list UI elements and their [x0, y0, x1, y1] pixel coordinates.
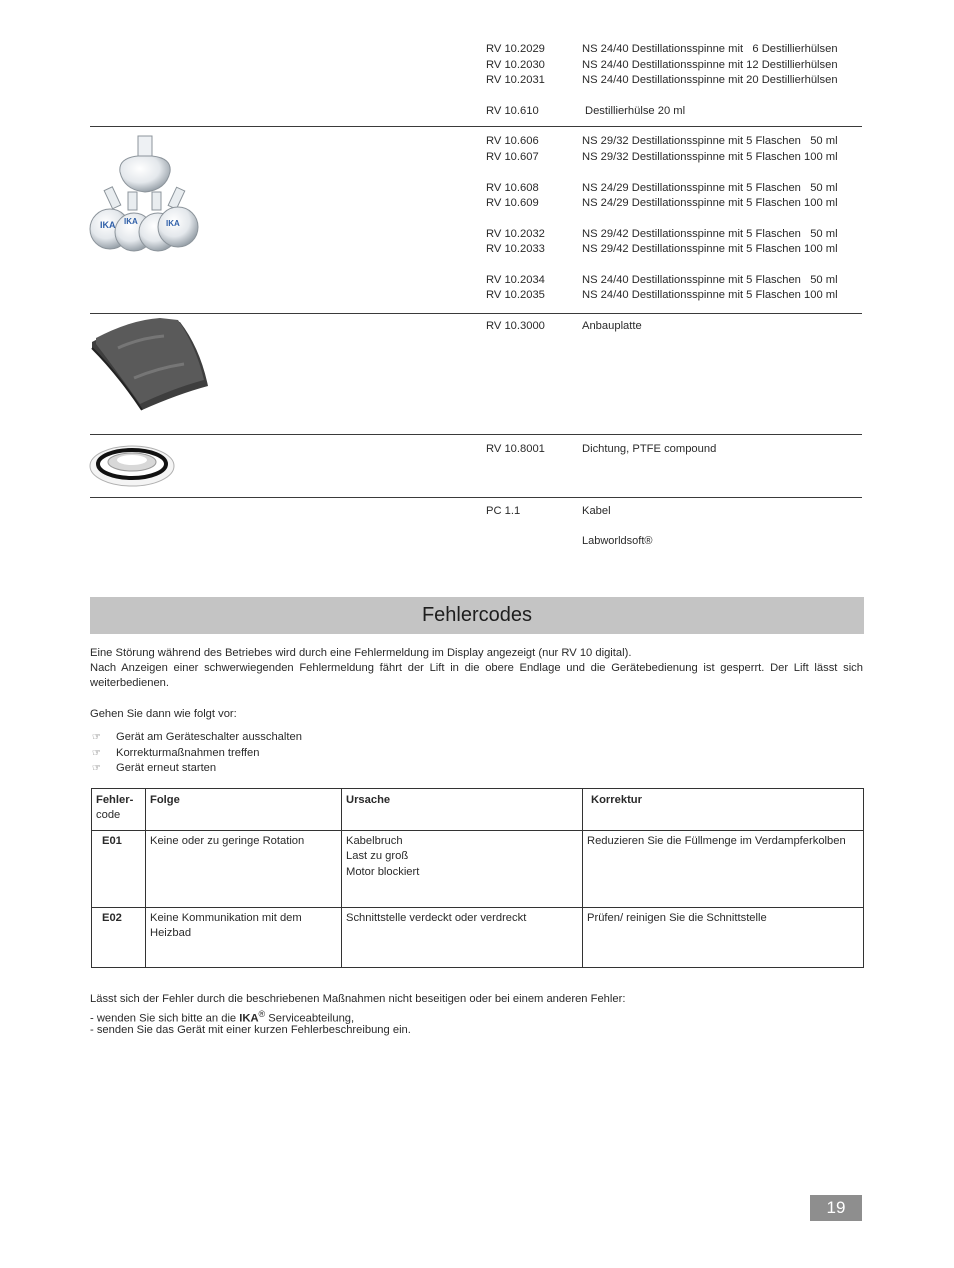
table-header-row — [92, 789, 864, 831]
step-text: Gerät am Geräteschalter ausschalten — [116, 731, 302, 743]
article-description: Destillierhülse 20 ml — [585, 105, 686, 117]
error-code-table — [91, 788, 864, 968]
article-description: NS 24/29 Destillationsspinne mit 5 Flaschen 100 ml — [582, 197, 838, 209]
article-description: NS 24/40 Destillationsspinne mit 6 Destillierhülsen — [582, 43, 838, 55]
error-ursache: Schnittstelle verdeckt oder verdreckt — [342, 908, 583, 968]
article-code: RV 10.2030 — [486, 59, 545, 71]
intro-paragraph-3: Gehen Sie dann wie folgt vor: — [90, 708, 237, 720]
footer-note-prefix: - wenden Sie sich bitte an die — [90, 1012, 240, 1025]
intro-paragraph-2: Nach Anzeigen einer schwerwiegenden Fehlermeldung fährt der Lift in die obere Endlage und die Gerätebedienung ist gesperrt. Der Lift lässt sich weiterbedienen. — [90, 662, 863, 690]
step-text: Gerät erneut starten — [116, 762, 217, 774]
ursache-line: Kabelbruch — [346, 835, 403, 847]
section-banner — [90, 597, 864, 634]
error-korrektur: Reduzieren Sie die Füllmenge im Verdampferkolben — [583, 831, 864, 908]
article-code: RV 10.2029 — [486, 43, 545, 55]
article-description: NS 29/32 Destillationsspinne mit 5 Flaschen 50 ml — [582, 135, 838, 147]
article-code: RV 10.8001 — [486, 443, 545, 455]
article-code: RV 10.609 — [486, 197, 539, 209]
seal-ring-image — [88, 440, 178, 490]
step-text: Korrekturmaßnahmen treffen — [116, 747, 260, 759]
distillation-spider-image — [86, 134, 204, 254]
divider — [90, 434, 862, 435]
mounting-plate-image — [88, 318, 210, 414]
header-korrektur: Korrektur — [583, 789, 864, 831]
footer-note-line1: Lässt sich der Fehler durch die beschriebenen Maßnahmen nicht beseitigen oder bei einem anderen Fehler: — [90, 993, 626, 1005]
hand-pointer-icon: ☞ — [92, 748, 101, 759]
error-code: E01 — [92, 831, 146, 908]
article-code: RV 10.3000 — [486, 320, 545, 332]
article-code: PC 1.1 — [486, 505, 521, 517]
ursache-line: Last zu groß — [346, 850, 409, 863]
error-folge: Keine oder zu geringe Rotation — [146, 831, 342, 908]
folge-line: Heizbad — [150, 927, 192, 940]
header-code — [92, 789, 146, 831]
article-code: RV 10.2031 — [486, 74, 545, 86]
ika-logo: IKA — [166, 219, 180, 228]
ursache-line: Motor blockiert — [346, 865, 420, 878]
article-code: RV 10.606 — [486, 135, 539, 147]
divider — [90, 497, 862, 498]
article-description: Anbauplatte — [582, 320, 642, 332]
header-code-line1: Fehler- — [96, 794, 134, 806]
brand-name: IKA — [239, 1012, 259, 1025]
article-description: Labworldsoft® — [582, 535, 653, 547]
ika-logo: IKA — [124, 217, 138, 226]
article-description: NS 29/42 Destillationsspinne mit 5 Flaschen 100 ml — [582, 243, 838, 255]
article-code: RV 10.607 — [486, 151, 539, 163]
table-row — [92, 908, 864, 968]
article-code: RV 10.608 — [486, 182, 539, 194]
intro-paragraph-1: Eine Störung während des Betriebes wird durch eine Fehlermeldung im Display angezeigt (nur RV 10 digital). — [90, 647, 632, 659]
article-description: NS 24/40 Destillationsspinne mit 12 Destillierhülsen — [582, 59, 838, 71]
article-description: NS 24/40 Destillationsspinne mit 20 Destillierhülsen — [582, 74, 838, 86]
article-description: NS 24/40 Destillationsspinne mit 5 Flaschen 50 ml — [582, 274, 838, 286]
registered-mark: ® — [258, 1009, 266, 1019]
header-folge: Folge — [146, 789, 342, 831]
header-code-line2: code — [96, 809, 121, 822]
error-folge — [146, 908, 342, 968]
article-code: RV 10.2034 — [486, 274, 545, 286]
article-description: NS 24/40 Destillationsspinne mit 5 Flaschen 100 ml — [582, 289, 838, 301]
article-description: Kabel — [582, 505, 611, 517]
hand-pointer-icon: ☞ — [92, 732, 101, 743]
article-description: NS 29/42 Destillationsspinne mit 5 Flaschen 50 ml — [582, 228, 838, 240]
ika-logo: IKA — [100, 220, 116, 230]
error-korrektur: Prüfen/ reinigen Sie die Schnittstelle — [583, 908, 864, 968]
section-title: Fehlercodes — [421, 604, 533, 626]
footer-note-suffix: Serviceabteilung, — [265, 1012, 355, 1025]
header-ursache: Ursache — [342, 789, 583, 831]
article-description: Dichtung, PTFE compound — [582, 443, 717, 455]
article-code: RV 10.2033 — [486, 243, 545, 255]
divider — [90, 313, 862, 314]
article-code: RV 10.610 — [486, 105, 539, 117]
divider — [90, 126, 862, 127]
article-code: RV 10.2032 — [486, 228, 545, 240]
page-number: 19 — [810, 1195, 862, 1221]
footer-note-line3: - senden Sie das Gerät mit einer kurzen Fehlerbeschreibung ein. — [90, 1024, 411, 1036]
error-ursache — [342, 831, 583, 908]
article-description: NS 29/32 Destillationsspinne mit 5 Flaschen 100 ml — [582, 151, 838, 163]
table-row — [92, 831, 864, 908]
folge-line: Keine Kommunikation mit dem — [150, 912, 302, 924]
article-code: RV 10.2035 — [486, 289, 545, 301]
hand-pointer-icon: ☞ — [92, 763, 101, 774]
error-code: E02 — [92, 908, 146, 968]
article-description: NS 24/29 Destillationsspinne mit 5 Flaschen 50 ml — [582, 182, 838, 194]
